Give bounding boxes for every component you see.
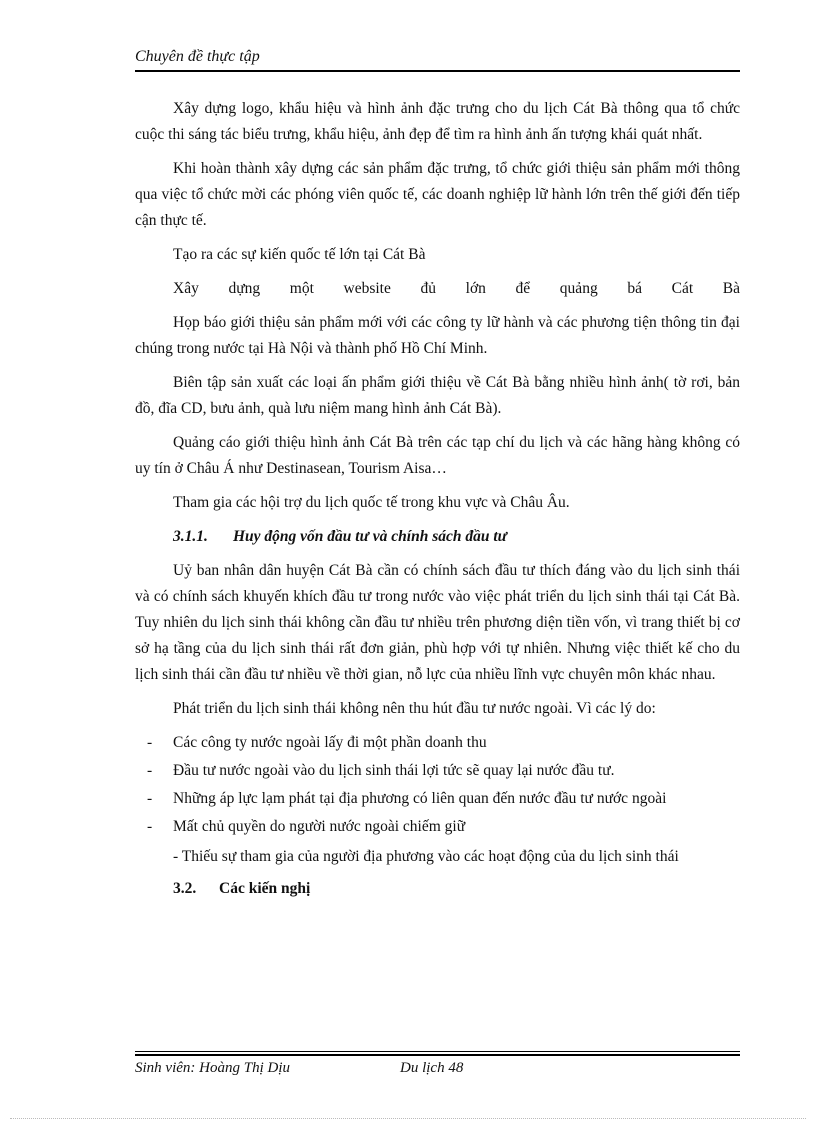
page-bottom-dotted-line [10, 1118, 806, 1119]
paragraph-advertising: Quảng cáo giới thiệu hình ảnh Cát Bà trên các tạp chí du lịch và các hãng hàng không có uy tín ở Châu Á như Destinasean, Tourism Aisa… [135, 434, 740, 477]
page-footer [135, 1060, 464, 1077]
bullet-dash: - [147, 818, 153, 835]
paragraph-fairs: Tham gia các hội trợ du lịch quốc tế trong khu vực và Châu Âu. [173, 494, 570, 511]
list-item [135, 730, 740, 756]
paragraph-local-participation: - Thiếu sự tham gia của người địa phương vào các hoạt động của du lịch sinh thái [173, 848, 679, 865]
list-item-text: Các công ty nước ngoài lấy đi một phần doanh thu [173, 734, 487, 751]
page-header-title: Chuyên đề thực tập [135, 48, 260, 65]
footer-rule [135, 1054, 740, 1056]
section-title: Các kiến nghị [219, 880, 311, 897]
paragraph-press: Họp báo giới thiệu sản phẩm mới với các công ty lữ hành và các phương tiện thông tin đại chúng trong nước tại Hà Nội và thành phố Hồ Chí Minh. [135, 314, 740, 357]
paragraph-foreign-investment: Phát triển du lịch sinh thái không nên thu hút đầu tư nước ngoài. Vì các lý do: [173, 700, 656, 717]
paragraph-investment: Uỷ ban nhân dân huyện Cát Bà cần có chính sách đầu tư thích đáng vào du lịch sinh thái và có chính sách khuyến khích đầu tư trong nước vào việc phát triển du lịch sinh thái tại Cát Bà. Tuy nhiên du lịch sinh thái không cần đầu tư nhiều trên phương diện tiền vốn, vì trang thiết bị cơ sở hạ tầng của du lịch sinh thái rất đơn giản, phù hợp với tự nhiên. Nhưng việc thiết kế cho du lịch sinh thái cần đầu tư nhiều về thời gian, nỗ lực của nhiều lĩnh vực chuyên môn khác nhau. [135, 562, 740, 683]
document-body [135, 96, 740, 902]
paragraph-website: Xây dựng một website đủ lớn để quảng bá Cát Bà [173, 280, 740, 297]
list-item-text: Đầu tư nước ngoài vào du lịch sinh thái lợi tức sẽ quay lại nước đầu tư. [173, 762, 615, 779]
paragraph-logo: Xây dựng logo, khẩu hiệu và hình ảnh đặc trưng cho du lịch Cát Bà thông qua tổ chức cuộc thi sáng tác biểu trưng, khẩu hiệu, ảnh đẹp để tìm ra hình ảnh ấn tượng khái quát nhất. [135, 100, 740, 143]
footer-student: Sinh viên: Hoàng Thị Dịu [135, 1060, 290, 1076]
footer-class: Du lịch 48 [400, 1060, 464, 1076]
section-heading-311 [173, 524, 740, 550]
bullet-dash: - [147, 790, 153, 807]
list-item [135, 814, 740, 840]
header-rule [135, 70, 740, 72]
paragraph-publications: Biên tập sản xuất các loại ấn phẩm giới thiệu về Cát Bà bằng nhiều hình ảnh( tờ rơi, bản đồ, đĩa CD, bưu ảnh, quà lưu niệm mang hình ảnh Cát Bà). [135, 374, 740, 417]
reasons-list [135, 730, 740, 840]
section-number: 3.1.1. [173, 528, 208, 545]
section-number: 3.2. [173, 880, 197, 897]
bullet-dash: - [147, 734, 153, 751]
section-heading-32 [173, 876, 740, 902]
list-item [135, 758, 740, 784]
list-item-text: Những áp lực lạm phát tại địa phương có liên quan đến nước đầu tư nước ngoài [173, 790, 667, 807]
paragraph-events: Tạo ra các sự kiến quốc tế lớn tại Cát Bà [173, 246, 426, 263]
section-title: Huy động vốn đầu tư và chính sách đầu tư [233, 528, 507, 545]
list-item-text: Mất chủ quyền do người nước ngoài chiếm giữ [173, 818, 466, 835]
list-item [135, 786, 740, 812]
paragraph-launch: Khi hoàn thành xây dựng các sản phẩm đặc trưng, tổ chức giới thiệu sản phẩm mới thông qua việc tổ chức mời các phóng viên quốc tế, các doanh nghiệp lữ hành lớn trên thế giới đến tiếp cận thực tế. [135, 160, 740, 229]
bullet-dash: - [147, 762, 153, 779]
footer-rule [135, 1051, 740, 1052]
